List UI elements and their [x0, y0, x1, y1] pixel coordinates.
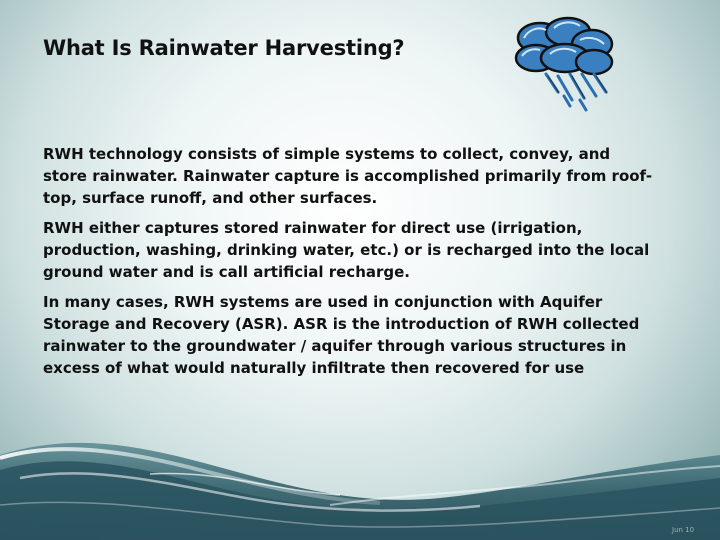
paragraph: RWH technology consists of simple systems to collect, convey, and store rainwater. Rainwater capture is accomplished primarily from roof-top, surface runoff, and other surfaces. [43, 145, 653, 207]
paragraph: In many cases, RWH systems are used in conjunction with Aquifer Storage and Recovery (ASR). ASR is the introduction of RWH collected rainwater to the groundwater / aquifer through various structures in excess of what would naturally infiltrate then recovered for use [43, 293, 640, 377]
slide-body [43, 143, 658, 387]
slide-title: What Is Rainwater Harvesting? [43, 36, 405, 60]
rain-cloud-icon [510, 14, 618, 112]
page-number: Jun 10 [672, 526, 695, 534]
paragraph: RWH either captures stored rainwater for direct use (irrigation, production, washing, drinking water, etc.) or is recharged into the local ground water and is call artificial recharge. [43, 219, 650, 281]
